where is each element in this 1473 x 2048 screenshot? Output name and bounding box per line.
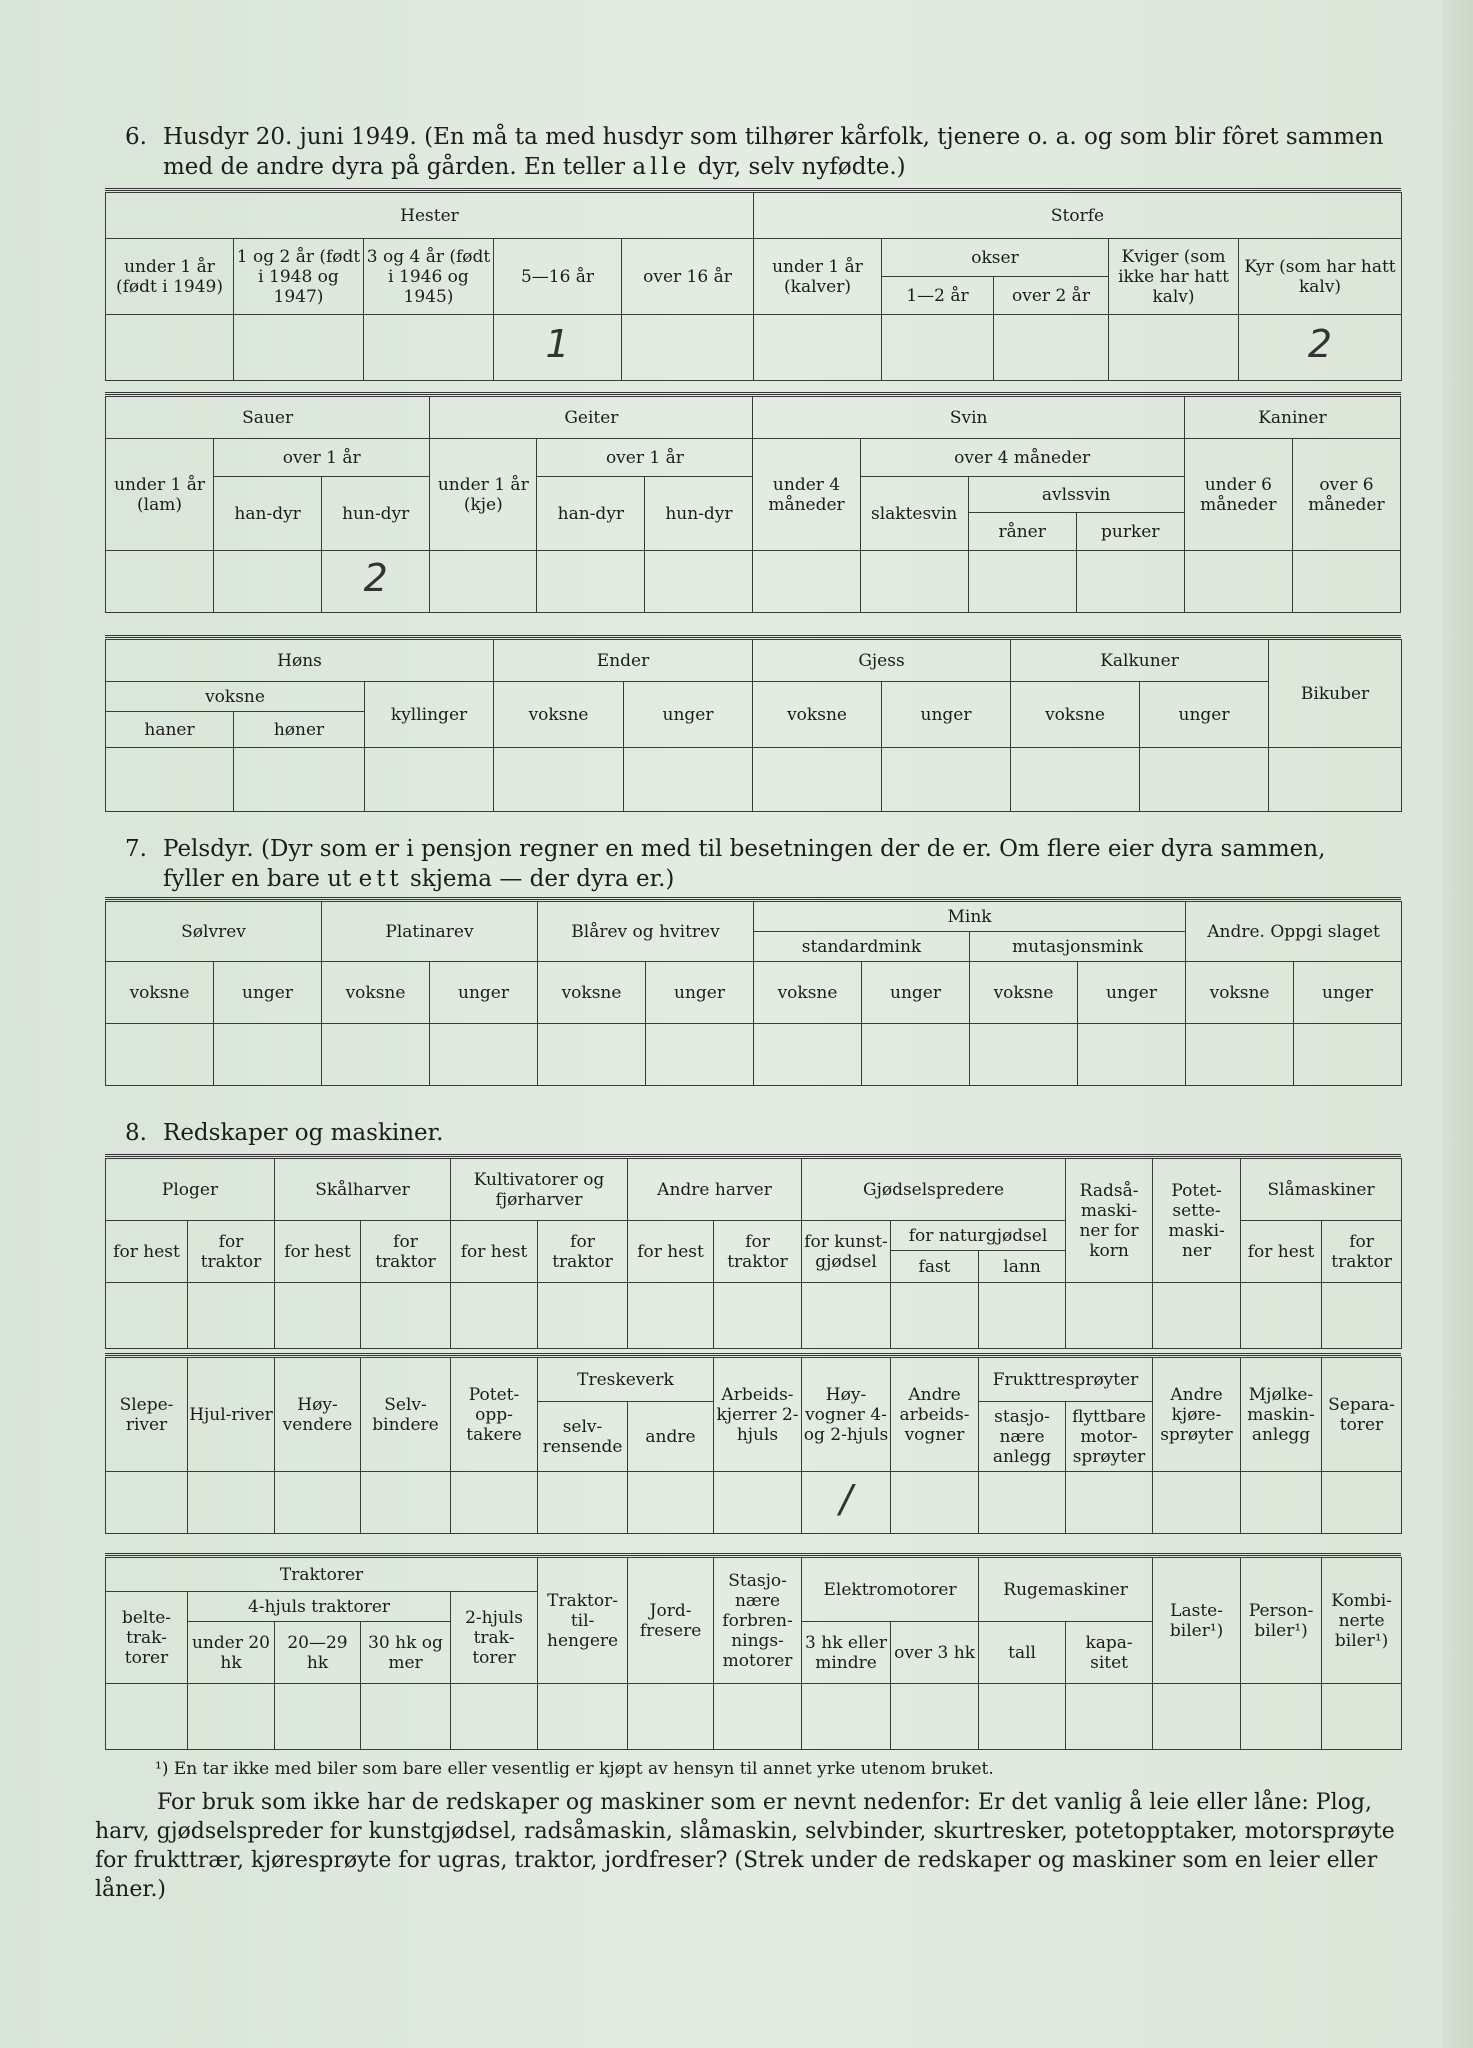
- entry-cell[interactable]: [891, 1283, 979, 1349]
- entry-cell[interactable]: [275, 1684, 361, 1750]
- col-header: Jord-fresere: [628, 1558, 714, 1684]
- section-6-heading: [125, 122, 1383, 182]
- entry-cell[interactable]: [714, 1283, 802, 1349]
- entry-cell[interactable]: [188, 1283, 275, 1349]
- entry-cell[interactable]: [361, 1684, 451, 1750]
- col-header: Rugemaskiner: [979, 1558, 1153, 1622]
- emphasis-text: alle: [632, 154, 691, 180]
- entry-cell[interactable]: [1140, 748, 1269, 812]
- col-header: 1—2 år: [882, 277, 994, 315]
- entry-cell[interactable]: [802, 1283, 891, 1349]
- col-header: Høns: [106, 640, 494, 682]
- entry-cell[interactable]: [860, 551, 968, 613]
- col-header: Separa-torer: [1322, 1358, 1402, 1472]
- col-header: for hest: [106, 1221, 188, 1283]
- col-header: for traktor: [714, 1221, 802, 1283]
- col-header: 2-hjuls trak-torer: [451, 1592, 538, 1684]
- entry-cell[interactable]: [322, 1024, 430, 1086]
- col-header: fast: [891, 1251, 979, 1283]
- col-header: Gjødselspredere: [802, 1159, 1066, 1221]
- handwritten-entry: 2: [363, 555, 388, 600]
- col-header: slaktesvin: [860, 477, 968, 551]
- heading-line: dyr, selv nyfødte.): [697, 154, 906, 180]
- col-header: 1 og 2 år (født i 1948 og 1947): [234, 239, 364, 315]
- entry-cell[interactable]: [628, 1472, 714, 1534]
- col-header: unger: [1294, 962, 1402, 1024]
- entry-cell[interactable]: [753, 551, 860, 613]
- col-header: for hest: [1241, 1221, 1322, 1283]
- col-header: Mjølke-maskin-anlegg: [1241, 1358, 1322, 1472]
- col-header: under 1 år (kalver): [754, 239, 882, 315]
- col-header: over 16 år: [622, 239, 754, 315]
- col-header: under 20 hk: [188, 1622, 275, 1684]
- col-header: Bikuber: [1269, 640, 1402, 748]
- col-header: Andre arbeids-vogner: [891, 1358, 979, 1472]
- col-header: Geiter: [430, 397, 753, 439]
- entry-cell[interactable]: [106, 1684, 188, 1750]
- col-header: voksne: [106, 962, 214, 1024]
- section-8-heading: [125, 1118, 443, 1148]
- col-header: for hest: [628, 1221, 714, 1283]
- col-header: unger: [624, 682, 753, 748]
- col-header: Frukttresprøyter: [979, 1358, 1153, 1402]
- col-header: Potet-sette-maski-ner: [1153, 1159, 1241, 1283]
- col-header: Traktorer: [106, 1558, 538, 1592]
- entry-cell[interactable]: [628, 1684, 714, 1750]
- entry-cell[interactable]: [275, 1472, 361, 1534]
- entry-cell[interactable]: [1109, 315, 1239, 381]
- entry-cell[interactable]: [106, 1283, 188, 1349]
- col-header: under 1 år (født i 1949): [106, 239, 234, 315]
- entry-cell[interactable]: [538, 1283, 628, 1349]
- col-header: Selv-bindere: [361, 1358, 451, 1472]
- rule: [105, 1353, 1401, 1356]
- pelsdyr-table: [105, 901, 1402, 1086]
- col-header: Høy-vogner 4- og 2-hjuls: [802, 1358, 891, 1472]
- rule: [105, 188, 1401, 191]
- entry-cell[interactable]: [364, 315, 494, 381]
- col-header: standardmink: [754, 932, 970, 962]
- col-header: Gjess: [753, 640, 1011, 682]
- entry-cell[interactable]: [494, 315, 622, 381]
- col-header: unger: [646, 962, 754, 1024]
- entry-cell[interactable]: [361, 1283, 451, 1349]
- col-header: kapa-sitet: [1066, 1622, 1153, 1684]
- col-header: over 1 år: [537, 439, 753, 477]
- col-header: for kunst-gjødsel: [802, 1221, 891, 1283]
- handwritten-entry: 1: [545, 321, 570, 366]
- col-header: Ploger: [106, 1159, 275, 1221]
- entry-cell[interactable]: [891, 1684, 979, 1750]
- entry-cell[interactable]: [753, 748, 882, 812]
- entry-cell[interactable]: [451, 1283, 538, 1349]
- col-header: 3 hk eller mindre: [802, 1622, 891, 1684]
- col-header: Mink: [754, 902, 1186, 932]
- entry-cell[interactable]: [968, 551, 1076, 613]
- col-header: Kalkuner: [1011, 640, 1269, 682]
- col-header: okser: [882, 239, 1109, 277]
- entry-cell[interactable]: [1184, 551, 1292, 613]
- entry-cell[interactable]: [430, 551, 537, 613]
- col-header: Arbeids-kjerrer 2-hjuls: [714, 1358, 802, 1472]
- entry-cell[interactable]: [1269, 748, 1402, 812]
- entry-cell[interactable]: [754, 1024, 862, 1086]
- col-header: stasjo-nære anlegg: [979, 1402, 1066, 1472]
- col-header: Hester: [106, 193, 754, 239]
- col-header: råner: [968, 513, 1076, 551]
- col-header: under 6 måneder: [1184, 439, 1292, 551]
- entry-cell[interactable]: [802, 1684, 891, 1750]
- entry-cell[interactable]: [106, 315, 234, 381]
- col-header: voksne: [753, 682, 882, 748]
- entry-cell[interactable]: [714, 1684, 802, 1750]
- page-edge: [1443, 0, 1473, 2048]
- entry-cell[interactable]: [106, 551, 214, 613]
- entry-cell[interactable]: [1186, 1024, 1294, 1086]
- handwritten-entry: 2: [1307, 321, 1333, 366]
- entry-cell[interactable]: [1239, 315, 1402, 381]
- paragraph-line: for frukttrær, kjøresprøyte for ugras, traktor, jordfreser? (Strek under de redskaper og maskiner som en leier eller låner.): [95, 1848, 1378, 1902]
- entry-cell[interactable]: [645, 551, 753, 613]
- col-header: Kaniner: [1184, 397, 1400, 439]
- col-header: over 3 hk: [891, 1622, 979, 1684]
- col-header: lann: [979, 1251, 1066, 1283]
- entry-cell[interactable]: [538, 1684, 628, 1750]
- entry-cell[interactable]: [1153, 1684, 1241, 1750]
- entry-cell[interactable]: [365, 748, 494, 812]
- heading-line: Redskaper og maskiner.: [163, 1120, 444, 1146]
- section-number: 7.: [125, 836, 147, 862]
- col-header: belte-trak-torer: [106, 1592, 188, 1684]
- col-header: purker: [1076, 513, 1184, 551]
- heading-line: fyller en bare ut: [163, 866, 352, 892]
- entry-cell[interactable]: [1294, 1024, 1402, 1086]
- section-number: 6.: [125, 124, 147, 150]
- col-header: tall: [979, 1622, 1066, 1684]
- paragraph-line: For bruk som ikke har de redskaper og maskiner som er nevnt nedenfor: Er det vanlig å leie eller låne: Plog,: [157, 1790, 1372, 1815]
- col-header: Platinarev: [322, 902, 538, 962]
- entry-cell[interactable]: [106, 748, 234, 812]
- entry-cell[interactable]: [1292, 551, 1400, 613]
- col-header: Andre harver: [628, 1159, 802, 1221]
- col-header: Stasjo-nære forbren-nings-motorer: [714, 1558, 802, 1684]
- heading-line: skjema — der dyra er.): [410, 866, 675, 892]
- heading-line: Pelsdyr. (Dyr som er i pensjon regner en med til besetningen der de er. Om flere eier dyra sammen,: [163, 836, 1326, 862]
- col-header: Kviger (som ikke har hatt kalv): [1109, 239, 1239, 315]
- entry-cell[interactable]: [622, 315, 754, 381]
- entry-cell[interactable]: [538, 1024, 646, 1086]
- col-header: Kyr (som har hatt kalv): [1239, 239, 1402, 315]
- col-header: Slåmaskiner: [1241, 1159, 1402, 1221]
- section-7-heading: [125, 834, 1325, 894]
- col-header: unger: [430, 962, 538, 1024]
- col-header: for traktor: [1322, 1221, 1402, 1283]
- entry-cell[interactable]: [862, 1024, 970, 1086]
- entry-cell[interactable]: [628, 1283, 714, 1349]
- col-header: over 1 år: [214, 439, 430, 477]
- col-header: unger: [1078, 962, 1186, 1024]
- entry-cell[interactable]: [322, 551, 430, 613]
- col-header: Traktor-til-hengere: [538, 1558, 628, 1684]
- col-header: Elektromotorer: [802, 1558, 979, 1622]
- emphasis-text: ett: [358, 866, 403, 892]
- col-header: 4-hjuls traktorer: [188, 1592, 451, 1622]
- entry-cell[interactable]: [624, 748, 753, 812]
- col-header: høner: [234, 712, 365, 748]
- col-header: over 6 måneder: [1292, 439, 1400, 551]
- col-header: Hjul-river: [188, 1358, 275, 1472]
- entry-cell[interactable]: [979, 1472, 1066, 1534]
- entry-cell[interactable]: [1322, 1472, 1402, 1534]
- entry-cell[interactable]: [494, 748, 624, 812]
- col-header: unger: [214, 962, 322, 1024]
- redskaper-table-3: [105, 1557, 1402, 1750]
- col-header: Laste-biler¹): [1153, 1558, 1241, 1684]
- entry-cell[interactable]: [1241, 1684, 1322, 1750]
- col-header: Sauer: [106, 397, 430, 439]
- col-header: Radså-maski-ner for korn: [1066, 1159, 1153, 1283]
- sauer-geiter-svin-table: [105, 396, 1401, 613]
- paragraph-line: harv, gjødselspreder for kunstgjødsel, radsåmaskin, slåmaskin, selvbinder, skurtresker, potetopptaker, motorsprøyte: [95, 1819, 1395, 1844]
- entry-cell[interactable]: [1322, 1283, 1402, 1349]
- col-header: andre: [628, 1402, 714, 1472]
- col-header: kyllinger: [365, 682, 494, 748]
- entry-cell[interactable]: [1066, 1283, 1153, 1349]
- col-header: Kultivatorer og fjørharver: [451, 1159, 628, 1221]
- handwritten-entry: /: [839, 1476, 853, 1521]
- col-header: for hest: [275, 1221, 361, 1283]
- entry-cell[interactable]: [1011, 748, 1140, 812]
- col-header: under 1 år (kje): [430, 439, 537, 551]
- col-header: unger: [862, 962, 970, 1024]
- col-header: 3 og 4 år (født i 1946 og 1945): [364, 239, 494, 315]
- entry-cell[interactable]: [275, 1283, 361, 1349]
- col-header: 30 hk og mer: [361, 1622, 451, 1684]
- entry-cell[interactable]: [1153, 1472, 1241, 1534]
- entry-cell[interactable]: [234, 315, 364, 381]
- col-header: Andre kjøre-sprøyter: [1153, 1358, 1241, 1472]
- entry-cell[interactable]: [106, 1024, 214, 1086]
- col-header: for traktor: [188, 1221, 275, 1283]
- col-header: flyttbare motor-sprøyter: [1066, 1402, 1153, 1472]
- entry-cell[interactable]: [537, 551, 645, 613]
- entry-cell[interactable]: [538, 1472, 628, 1534]
- entry-cell[interactable]: [979, 1684, 1066, 1750]
- col-header: for naturgjødsel: [891, 1221, 1066, 1251]
- footnote: ¹) En tar ikke med biler som bare eller vesentlig er kjøpt av hensyn til annet yrke utenom bruket.: [155, 1759, 994, 1779]
- entry-cell[interactable]: [430, 1024, 538, 1086]
- entry-cell[interactable]: [802, 1472, 891, 1534]
- col-header: 20—29 hk: [275, 1622, 361, 1684]
- entry-cell[interactable]: [214, 551, 322, 613]
- col-header: Ender: [494, 640, 753, 682]
- entry-cell[interactable]: [882, 748, 1011, 812]
- col-header: voksne: [970, 962, 1078, 1024]
- col-header: hun-dyr: [322, 477, 430, 551]
- col-header: han-dyr: [537, 477, 645, 551]
- col-header: voksne: [1186, 962, 1294, 1024]
- entry-cell[interactable]: [1153, 1283, 1241, 1349]
- col-header: Potet-opp-takere: [451, 1358, 538, 1472]
- entry-cell[interactable]: [891, 1472, 979, 1534]
- entry-cell[interactable]: [714, 1472, 802, 1534]
- section-number: 8.: [125, 1120, 147, 1146]
- col-header: over 2 år: [994, 277, 1109, 315]
- entry-cell[interactable]: [646, 1024, 754, 1086]
- col-header: voksne: [322, 962, 430, 1024]
- lease-question: [95, 1788, 1395, 1904]
- col-header: Slepe-river: [106, 1358, 188, 1472]
- heading-line: Husdyr 20. juni 1949. (En må ta med husdyr som tilhører kårfolk, tjenere o. a. og som blir fôret sammen: [163, 124, 1384, 150]
- col-header: unger: [882, 682, 1011, 748]
- entry-cell[interactable]: [1078, 1024, 1186, 1086]
- entry-cell[interactable]: [1076, 551, 1184, 613]
- redskaper-table-2: [105, 1357, 1402, 1534]
- col-header: Storfe: [754, 193, 1402, 239]
- rule: [105, 392, 1401, 395]
- col-header: voksne: [538, 962, 646, 1024]
- col-header: over 4 måneder: [860, 439, 1184, 477]
- entry-cell[interactable]: [106, 1472, 188, 1534]
- col-header: under 1 år (lam): [106, 439, 214, 551]
- col-header: selv-rensende: [538, 1402, 628, 1472]
- col-header: voksne: [106, 682, 365, 712]
- rule: [105, 635, 1401, 638]
- rule: [105, 1553, 1401, 1556]
- col-header: for traktor: [538, 1221, 628, 1283]
- entry-cell[interactable]: [979, 1283, 1066, 1349]
- col-header: under 4 måneder: [753, 439, 860, 551]
- col-header: voksne: [494, 682, 624, 748]
- col-header: 5—16 år: [494, 239, 622, 315]
- entry-cell[interactable]: [188, 1684, 275, 1750]
- rule: [105, 897, 1401, 900]
- col-header: Kombi-nerte biler¹): [1322, 1558, 1402, 1684]
- col-header: unger: [1140, 682, 1269, 748]
- col-header: hun-dyr: [645, 477, 753, 551]
- heading-line: med de andre dyra på gården. En teller: [163, 154, 626, 180]
- col-header: Skålharver: [275, 1159, 451, 1221]
- col-header: avlssvin: [968, 477, 1184, 513]
- entry-cell[interactable]: [1241, 1472, 1322, 1534]
- col-header: Andre. Oppgi slaget: [1186, 902, 1402, 962]
- col-header: voksne: [754, 962, 862, 1024]
- col-header: Svin: [753, 397, 1184, 439]
- col-header: Blårev og hvitrev: [538, 902, 754, 962]
- entry-cell[interactable]: [1066, 1472, 1153, 1534]
- col-header: for traktor: [361, 1221, 451, 1283]
- hester-storfe-table: [105, 192, 1402, 381]
- col-header: Sølvrev: [106, 902, 322, 962]
- col-header: for hest: [451, 1221, 538, 1283]
- entry-cell[interactable]: [214, 1024, 322, 1086]
- col-header: haner: [106, 712, 234, 748]
- col-header: Høy-vendere: [275, 1358, 361, 1472]
- entry-cell[interactable]: [882, 315, 994, 381]
- entry-cell[interactable]: [754, 315, 882, 381]
- entry-cell[interactable]: [1066, 1684, 1153, 1750]
- rule: [105, 1154, 1401, 1157]
- entry-cell[interactable]: [970, 1024, 1078, 1086]
- redskaper-table-1: [105, 1158, 1402, 1349]
- entry-cell[interactable]: [994, 315, 1109, 381]
- entry-cell[interactable]: [234, 748, 365, 812]
- fjorfe-table: [105, 639, 1402, 812]
- entry-cell[interactable]: [1241, 1283, 1322, 1349]
- entry-cell[interactable]: [361, 1472, 451, 1534]
- col-header: han-dyr: [214, 477, 322, 551]
- col-header: Person-biler¹): [1241, 1558, 1322, 1684]
- entry-cell[interactable]: [451, 1472, 538, 1534]
- entry-cell[interactable]: [1322, 1684, 1402, 1750]
- entry-cell[interactable]: [188, 1472, 275, 1534]
- col-header: Treskeverk: [538, 1358, 714, 1402]
- entry-cell[interactable]: [451, 1684, 538, 1750]
- col-header: mutasjonsmink: [970, 932, 1186, 962]
- col-header: voksne: [1011, 682, 1140, 748]
